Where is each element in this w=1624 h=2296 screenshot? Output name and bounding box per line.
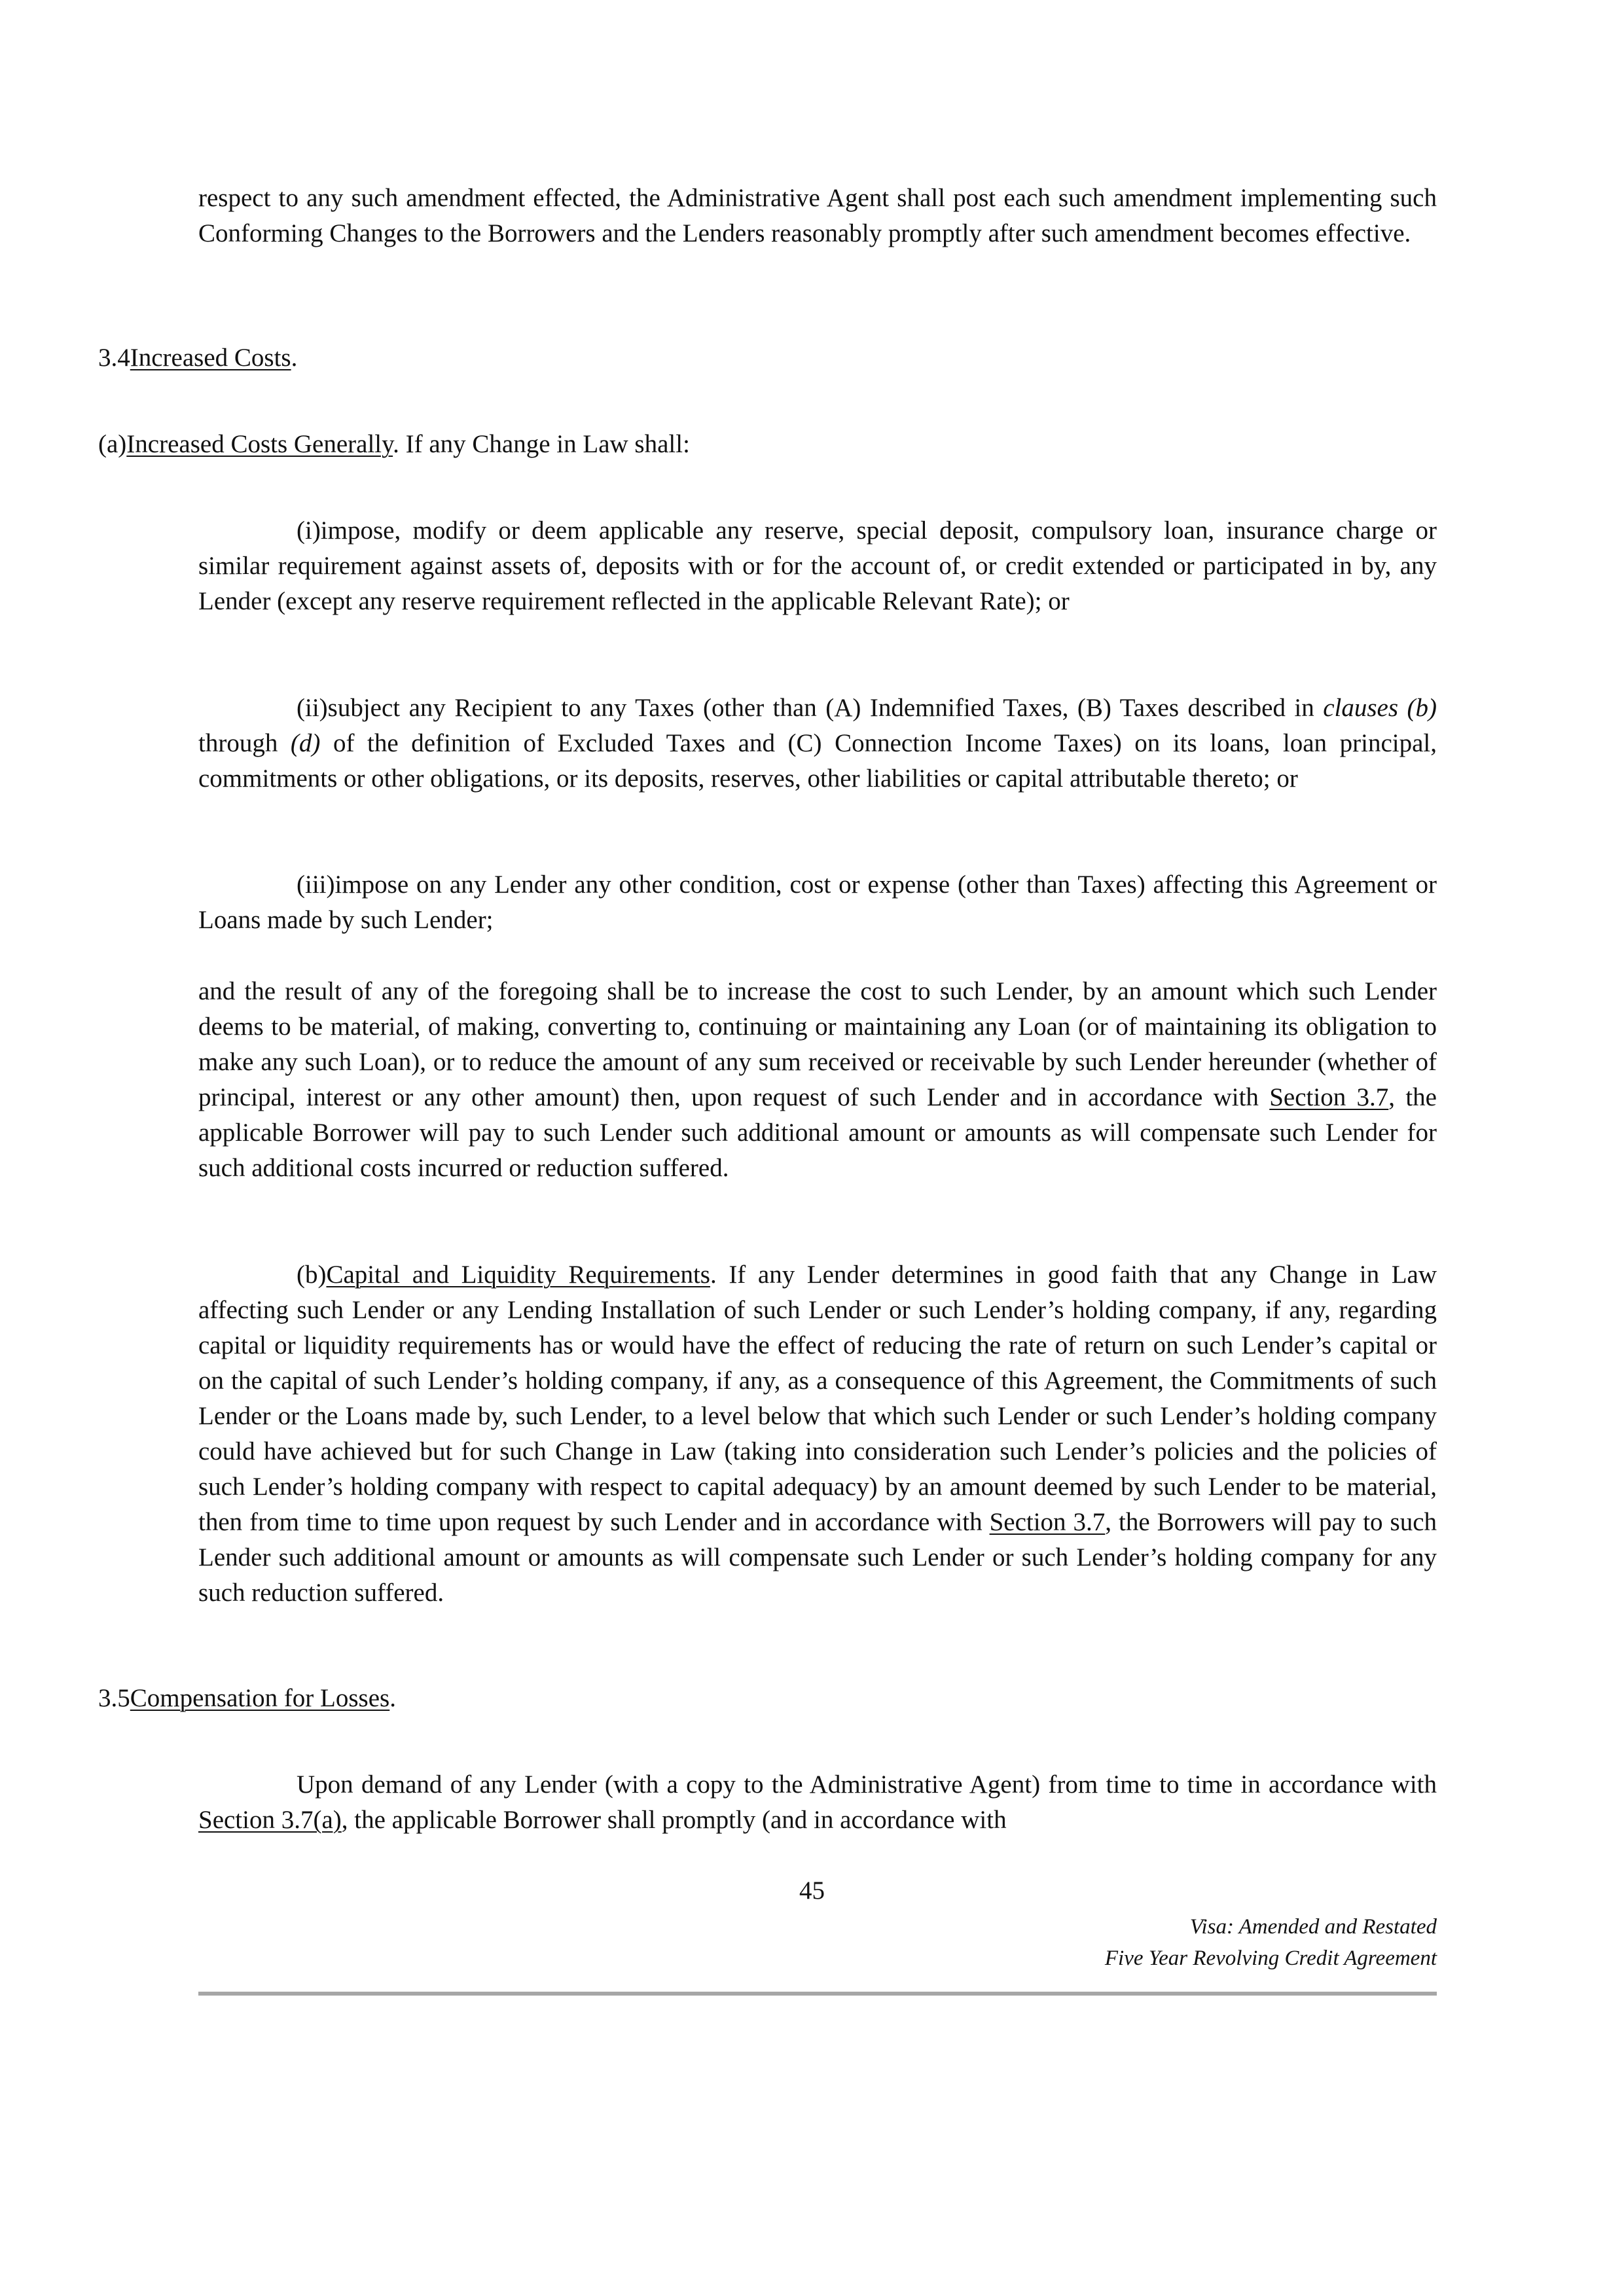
section-number: 3.4 bbox=[98, 344, 130, 372]
intro-paragraph bbox=[198, 181, 1437, 251]
subsection-b-title: Capital and Liquidity Requirements bbox=[326, 1261, 710, 1289]
clause-i-paragraph bbox=[198, 513, 1437, 619]
compensation-paragraph bbox=[198, 1767, 1437, 1838]
subsection-a-heading bbox=[98, 427, 690, 462]
section-3-5-heading bbox=[98, 1681, 396, 1716]
result-paragraph bbox=[198, 974, 1437, 1186]
clause-ii-text-2: through bbox=[198, 729, 291, 757]
subsection-b-number: (b) bbox=[297, 1261, 327, 1289]
subsection-title: Increased Costs Generally bbox=[126, 430, 393, 458]
subsection-number: (a) bbox=[98, 430, 127, 458]
intro-text: respect to any such amendment effected, the Administrative Agent shall post each such amendment implementing such Conforming Changes to the Borrowers and the Lenders reasonably promptly after such amendment becomes effective. bbox=[198, 184, 1437, 247]
section-3-7-reference: Section 3.7 bbox=[1269, 1083, 1389, 1111]
footer-title-line-2: Five Year Revolving Credit Agreement bbox=[1104, 1946, 1437, 1970]
clause-i-text: (i)impose, modify or deem applicable any reserve, special deposit, compulsory loan, insurance charge or similar requirement against assets of, deposits with or for the account of, or credit extended or participated in by, any Lender (except any reserve requirement reflected in the applicable Relevant Rate); or bbox=[198, 516, 1437, 615]
clause-ii-italic-1: clauses (b) bbox=[1323, 694, 1437, 722]
subsection-b-paragraph bbox=[198, 1257, 1437, 1611]
compensation-text-2: , the applicable Borrower shall promptly (and in accordance with bbox=[341, 1806, 1007, 1834]
clause-ii-italic-2: (d) bbox=[290, 729, 321, 757]
clause-ii-text-3: of the definition of Excluded Taxes and (C) Connection Income Taxes) on its loans, loan principal, commitments or other obligations, or its deposits, reserves, other liabilities or capital attributable thereto; or bbox=[198, 729, 1437, 793]
section-title-period: . bbox=[291, 344, 298, 372]
clause-ii-paragraph bbox=[198, 691, 1437, 797]
result-text-2: , the applicable Borrower will pay to such Lender such additional amount or amounts as will compensate such Lender for such additional costs incurred or reduction suffered. bbox=[198, 1083, 1437, 1182]
footer-title-line-1: Visa: Amended and Restated bbox=[1189, 1915, 1437, 1939]
clause-iii-paragraph bbox=[198, 867, 1437, 938]
section-title: Increased Costs bbox=[130, 344, 291, 372]
clause-iii-text: (iii)impose on any Lender any other condition, cost or expense (other than Taxes) affecting this Agreement or Loans made by such Lender; bbox=[198, 870, 1437, 934]
clause-ii-text-1: (ii)subject any Recipient to any Taxes (other than (A) Indemnified Taxes, (B) Taxes described in bbox=[297, 694, 1324, 722]
subsection-b-text-2: , the Borrowers will pay to such Lender such additional amount or amounts as will compensate such Lender or such Lender’s holding company for any such reduction suffered. bbox=[198, 1508, 1437, 1607]
section-3-4-heading bbox=[98, 340, 297, 376]
subsection-b-text-1: . If any Lender determines in good faith that any Change in Law affecting such Lender or any Lending Installation of such Lender or such Lender’s holding company, if any, regarding capital or liquidity requirements has or would have the effect of reducing the rate of return on such Lender’s capital or on the capital of such Lender’s holding company, if any, as a consequence of this Agreement, the Commitments of such Lender or the Loans made by, such Lender, to a level below that which such Lender or such Lender’s holding company could have achieved but for such Change in Law (taking into consideration such Lender’s policies and the policies of such Lender’s holding company with respect to capital adequacy) by an amount deemed by such Lender to be material, then from time to time upon request by such Lender and in accordance with bbox=[198, 1261, 1437, 1536]
section-title: Compensation for Losses bbox=[130, 1684, 390, 1712]
footer-rule bbox=[198, 1992, 1437, 1996]
compensation-text-1: Upon demand of any Lender (with a copy to the Administrative Agent) from time to time in accordance with bbox=[297, 1770, 1437, 1799]
subsection-lead-in: . If any Change in Law shall: bbox=[393, 430, 690, 458]
page-number: 45 bbox=[799, 1876, 825, 1905]
section-title-period: . bbox=[389, 1684, 396, 1712]
footer-document-title bbox=[1105, 1911, 1437, 1974]
section-number: 3.5 bbox=[98, 1684, 130, 1712]
result-text-1: and the result of any of the foregoing shall be to increase the cost to such Lender, by an amount which such Lender deems to be material, of making, converting to, continuing or maintaining any Loan (or of maintaining its obligation to make any such Loan), or to reduce the amount of any sum received or receivable by such Lender hereunder (whether of principal, interest or any other amount) then, upon request of such Lender and in accordance with bbox=[198, 977, 1437, 1111]
section-3-7-a-reference: Section 3.7(a) bbox=[198, 1806, 342, 1834]
section-3-7-reference: Section 3.7 bbox=[989, 1508, 1106, 1536]
